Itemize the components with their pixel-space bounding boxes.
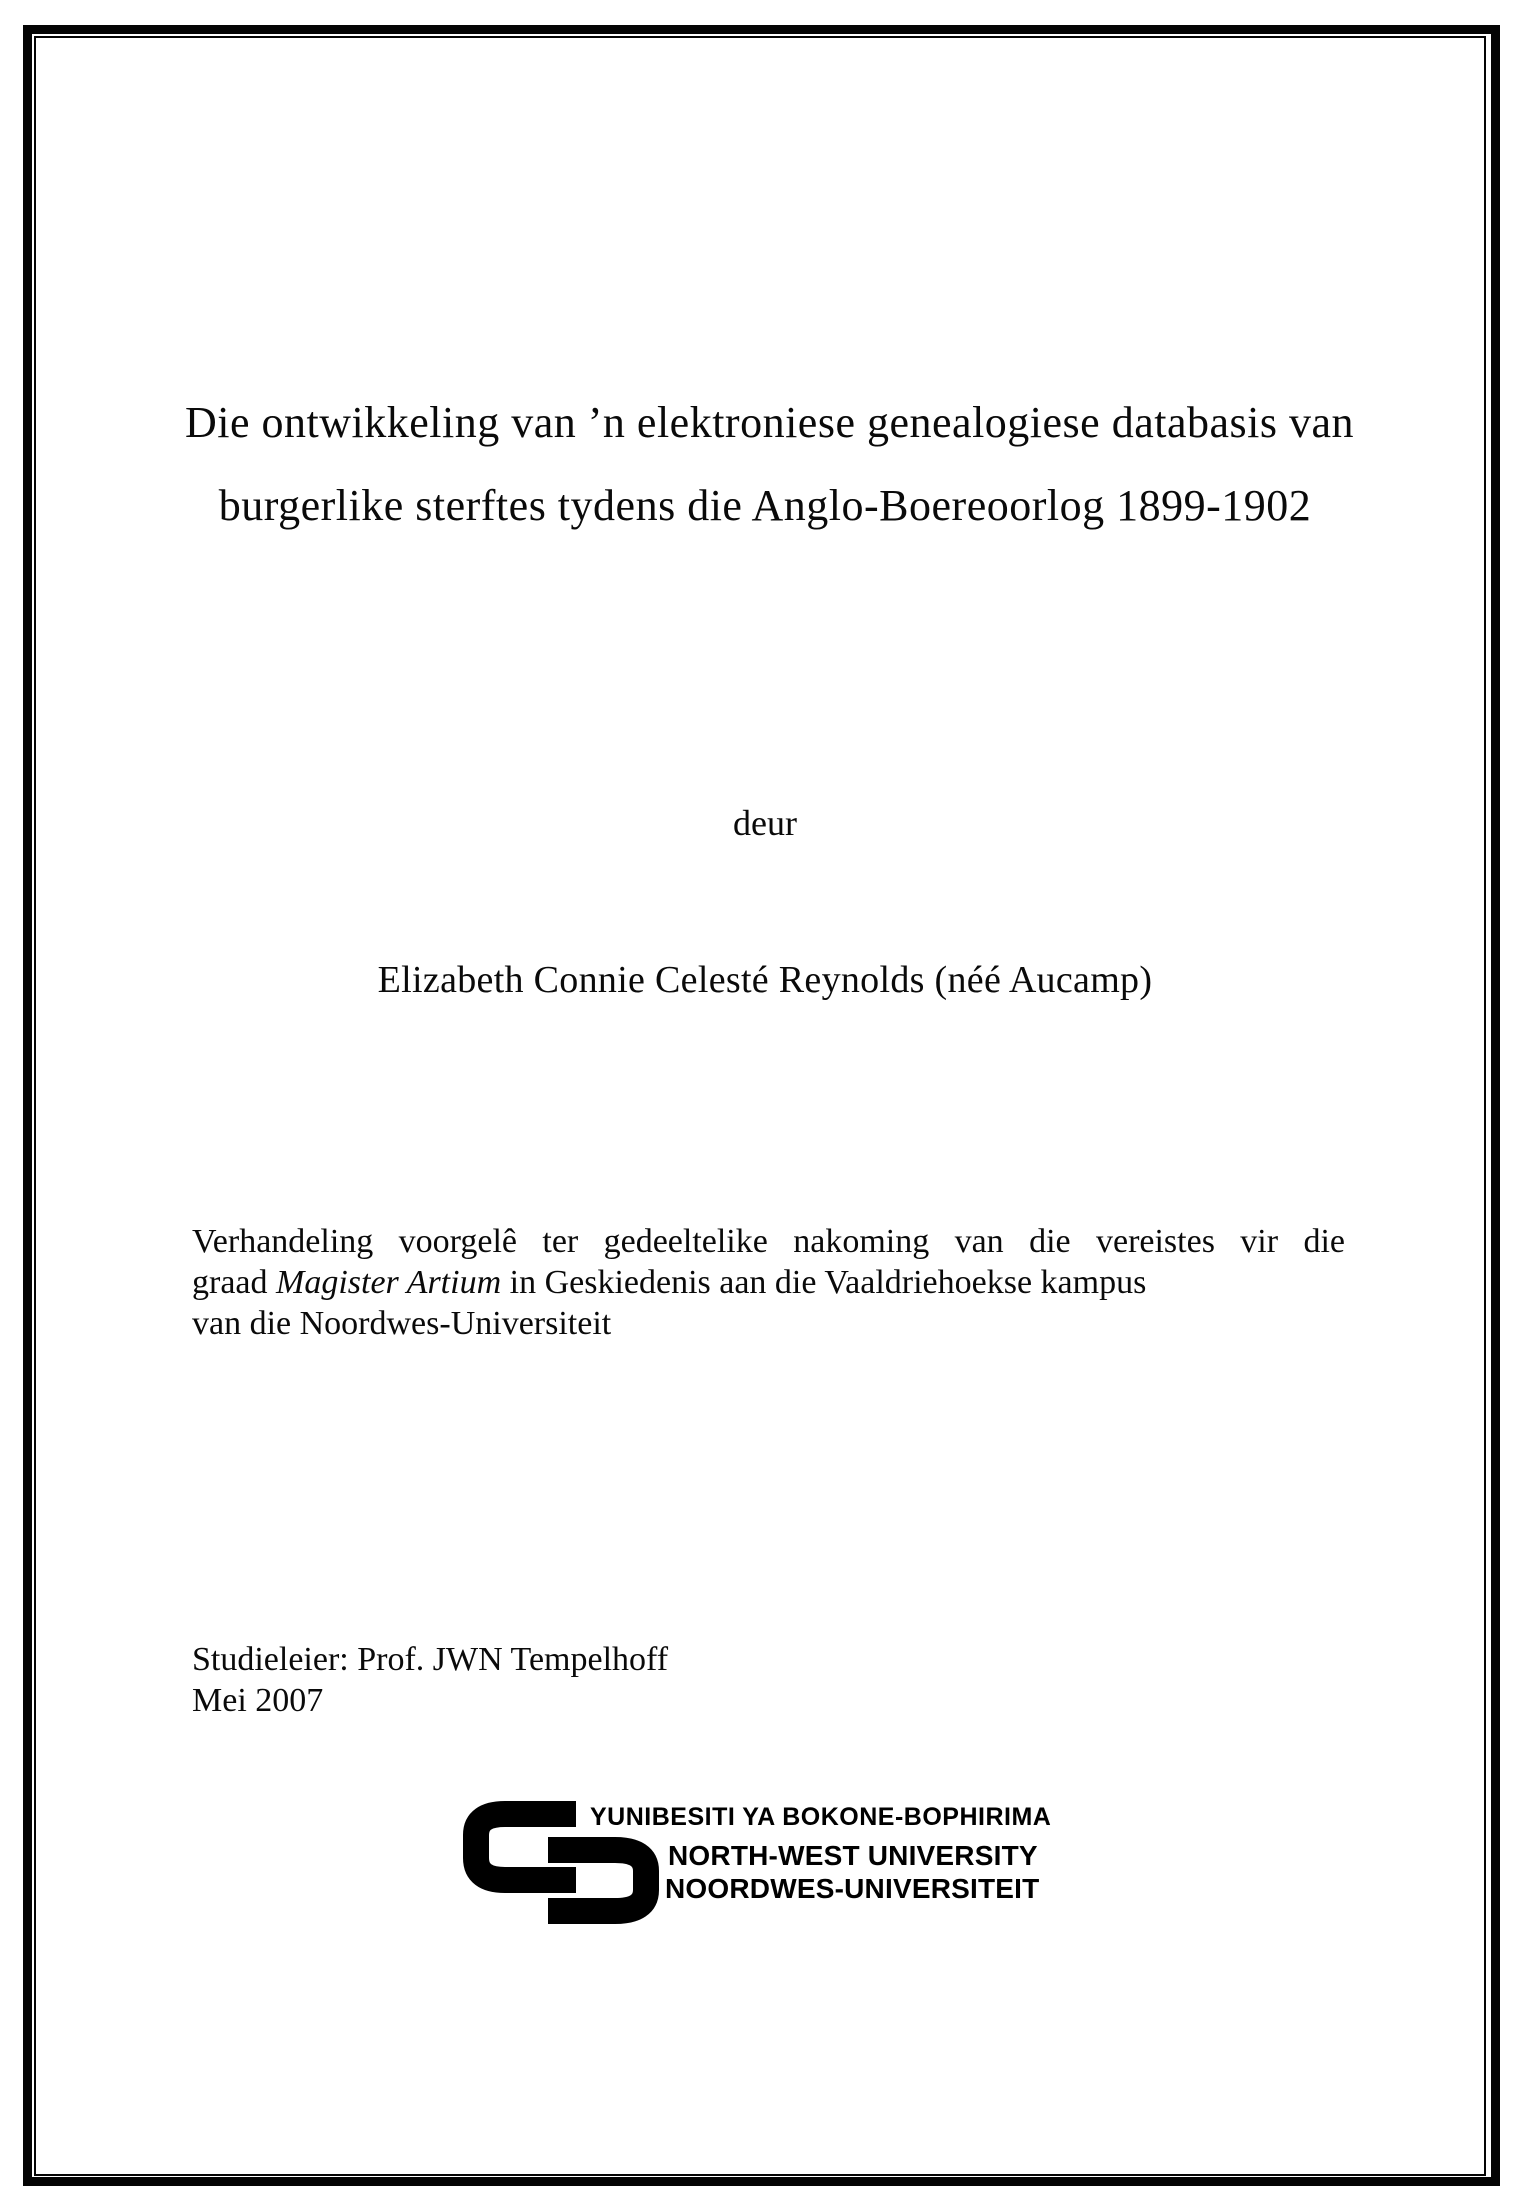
date-line: Mei 2007 — [192, 1682, 324, 1719]
degree-statement-text: in Geskiedenis aan die Vaaldriehoekse kampus — [501, 1264, 1147, 1301]
supervisor-block — [192, 1639, 668, 1721]
thesis-title-line-1: Die ontwikkeling van ’n elektroniese genealogiese databasis van — [185, 398, 1355, 447]
nwu-logo-text-english: NORTH-WEST UNIVERSITY — [668, 1840, 1038, 1871]
degree-name-italic: Magister Artium — [276, 1264, 502, 1301]
thesis-title — [185, 381, 1355, 547]
degree-statement-line-3: van die Noordwes-Universiteit — [192, 1305, 612, 1342]
supervisor-line: Studieleier: Prof. JWN Tempelhoff — [192, 1641, 669, 1678]
degree-statement-line-2 — [192, 1262, 1345, 1303]
byline: deur — [733, 803, 797, 843]
author-name: Elizabeth Connie Celesté Reynolds (néé Aucamp) — [377, 959, 1153, 1001]
nwu-logo-text-setswana: YUNIBESITI YA BOKONE-BOPHIRIMA — [590, 1803, 1052, 1831]
degree-statement-text: graad — [192, 1264, 277, 1301]
thesis-title-line-2: burgerlike sterftes tydens die Anglo-Boereoorlog 1899-1902 — [218, 481, 1312, 530]
degree-statement-line-1: Verhandeling voorgelê ter gedeeltelike nakoming van die vereistes vir die — [192, 1223, 1345, 1260]
degree-statement — [192, 1221, 1345, 1344]
nwu-logo-text-afrikaans: NOORDWES-UNIVERSITEIT — [665, 1873, 1040, 1904]
